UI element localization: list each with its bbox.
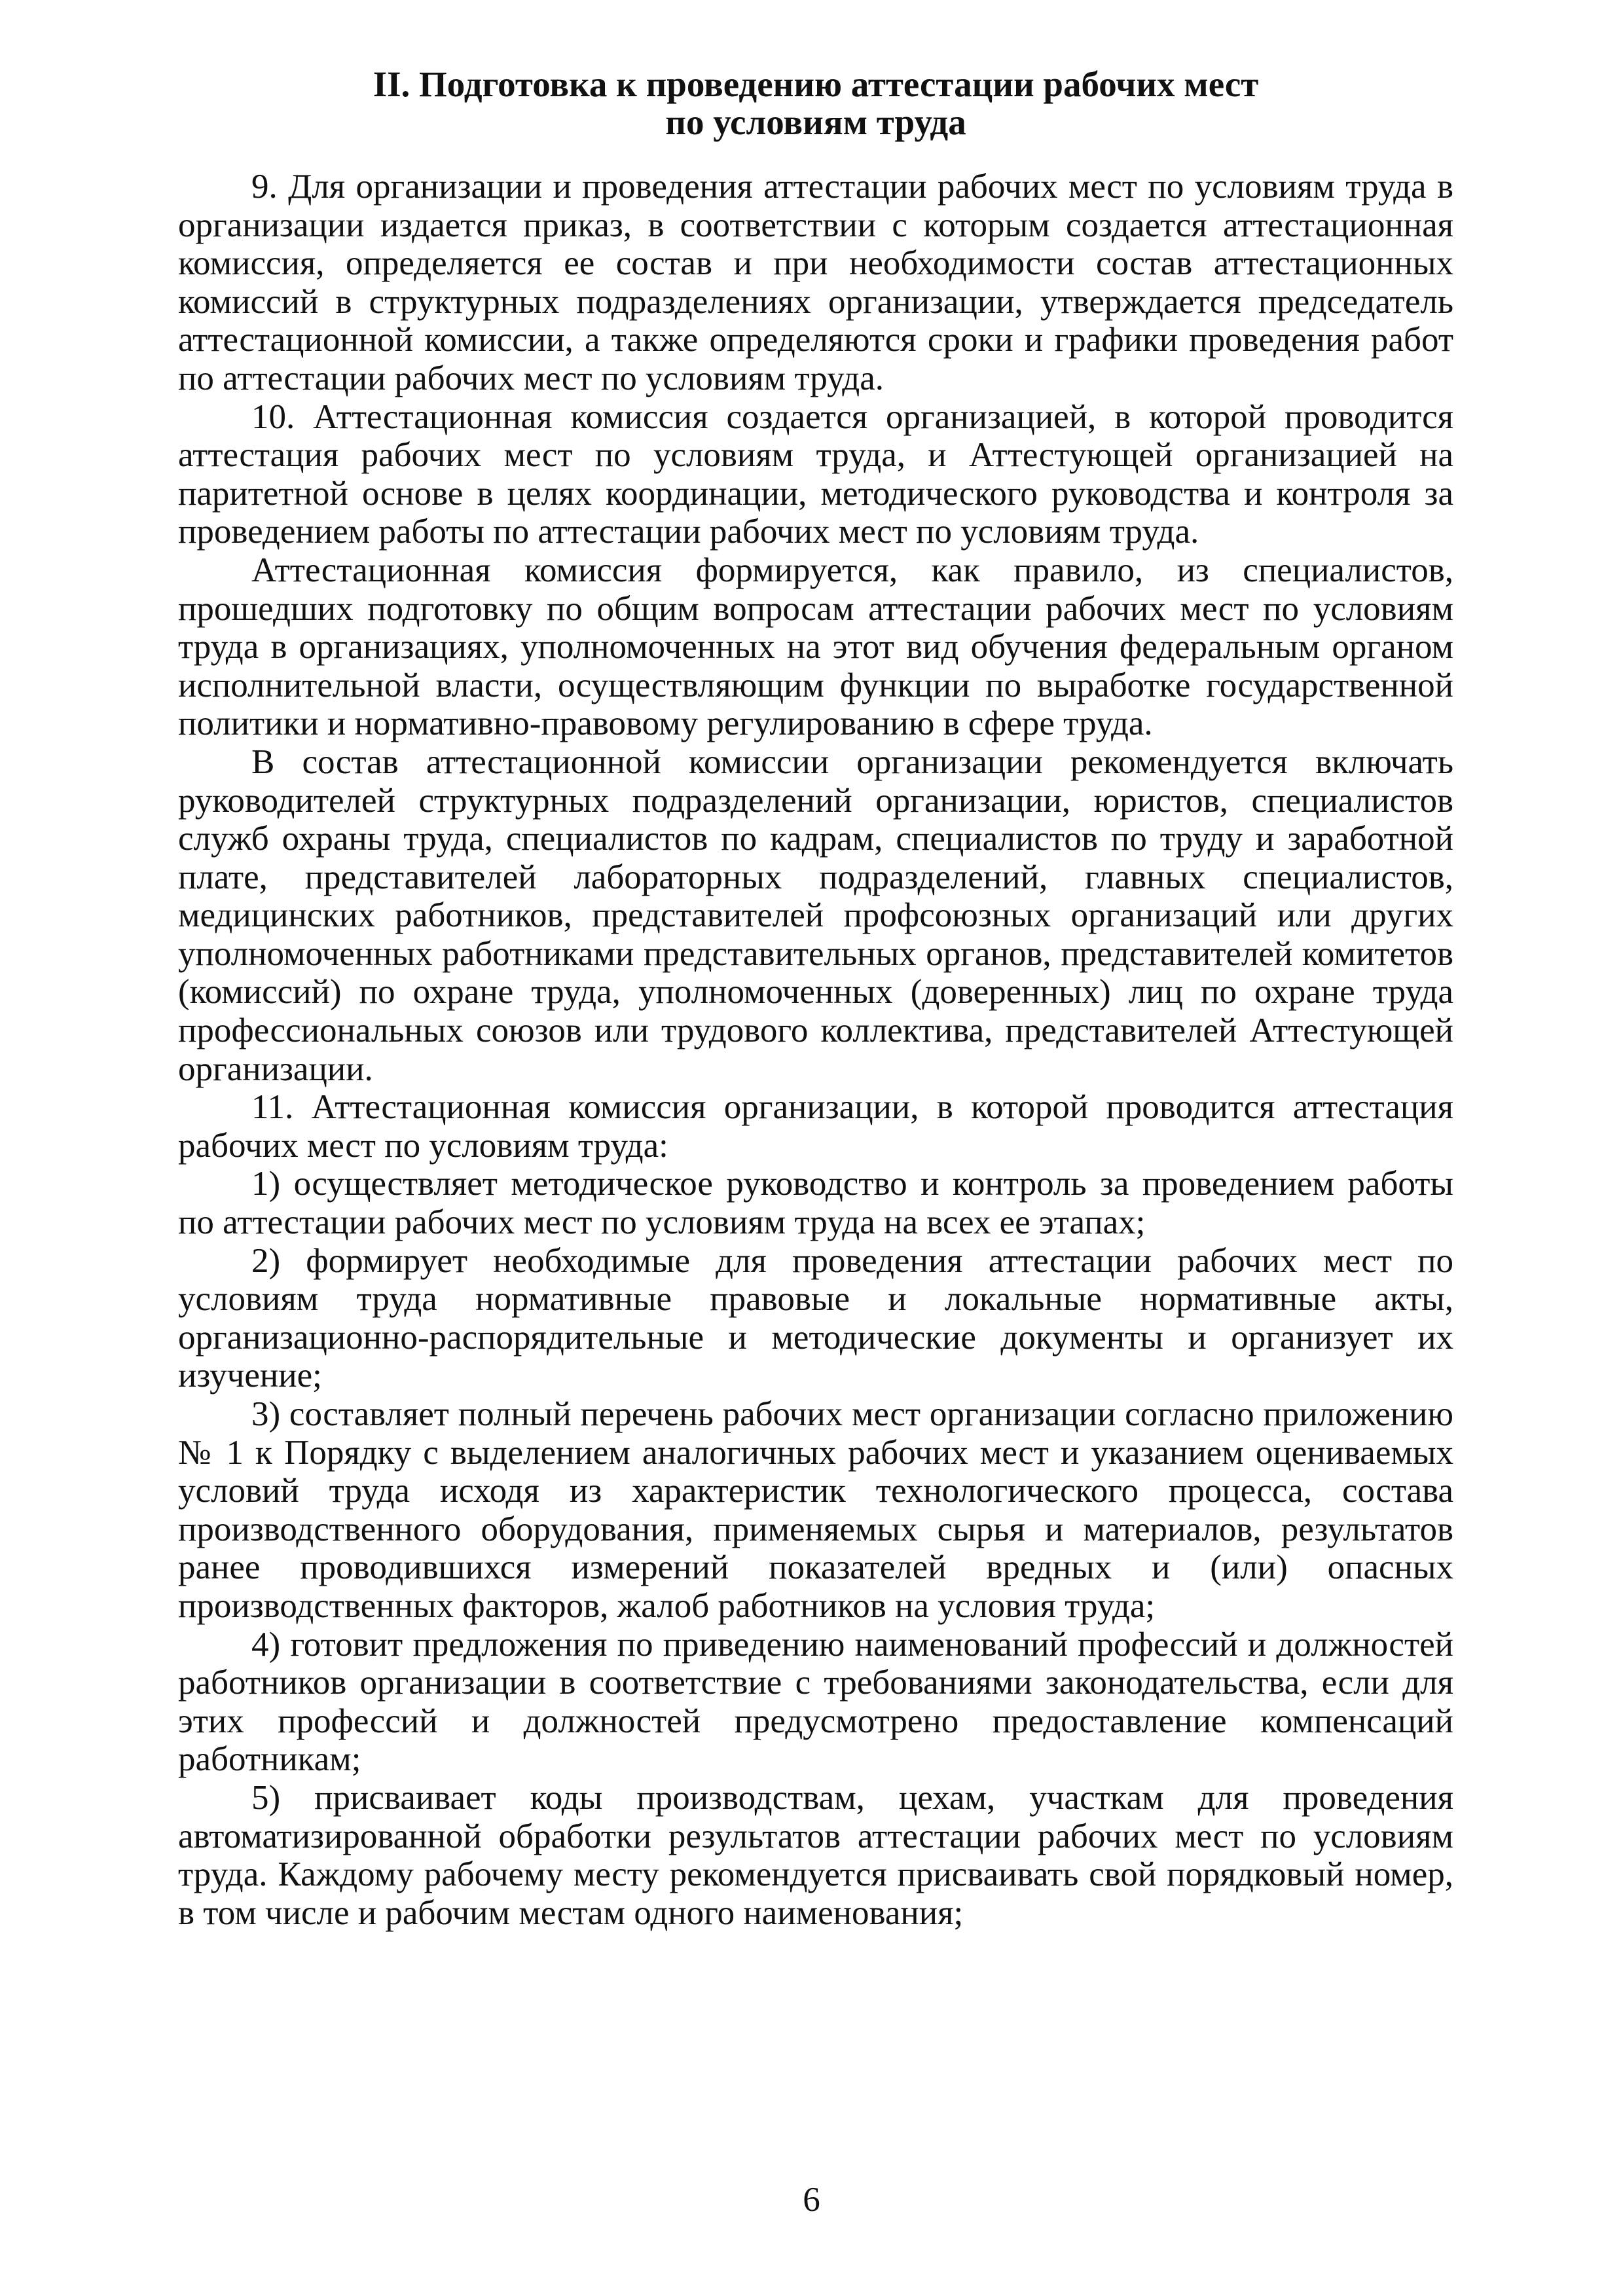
document-page xyxy=(178,65,1453,1932)
list-item-1: 1) осуществляет методическое руководство и контроль за проведением работы по аттестации рабочих мест по условиям труда на всех ее этапах; xyxy=(178,1165,1453,1242)
list-item-2: 2) формирует необходимые для проведения аттестации рабочих мест по условиям труда нормативные правовые и локальные нормативные акты, организационно-распорядительные и методические документы и организует их изучение; xyxy=(178,1241,1453,1395)
paragraph-10-members: В состав аттестационной комиссии организации рекомендуется включать руководителей структурных подразделений организации, юристов, специалистов служб охраны труда, специалистов по кадрам, специалистов по труду и заработной плате, представителей лабораторных подразделений, главных специалистов, медицинских работников, представителей профсоюзных организаций или других уполномоченных работниками представительных органов, представителей комитетов (комиссий) по охране труда, уполномоченных (доверенных) лиц по охране труда профессиональных союзов или трудового коллектива, представителей Аттестующей организации. xyxy=(178,742,1453,1088)
paragraph-11: 11. Аттестационная комиссия организации, в которой проводится аттестация рабочих мест по условиям труда: xyxy=(178,1088,1453,1165)
section-heading xyxy=(178,65,1453,141)
list-item-4: 4) готовит предложения по приведению наименований профессий и должностей работников организации в соответствие с требованиями законодательства, если для этих профессий и должностей предусмотрено предоставление компенсаций работникам; xyxy=(178,1625,1453,1779)
list-item-3: 3) составляет полный перечень рабочих мест организации согласно приложению № 1 к Порядку с выделением аналогичных рабочих мест и указанием оцениваемых условий труда исходя из характеристик технологического процесса, состава производственного оборудования, применяемых сырья и материалов, результатов ранее проводившихся измерений показателей вредных и (или) опасных производственных факторов, жалоб работников на условия труда; xyxy=(178,1395,1453,1625)
section-heading-line-2: по условиям труда xyxy=(665,102,966,142)
section-heading-line-1: II. Подготовка к проведению аттестации рабочих мест xyxy=(373,64,1259,104)
paragraph-9: 9. Для организации и проведения аттестации рабочих мест по условиям труда в организации издается приказ, в соответствии с которым создается аттестационная комиссия, определяется ее состав и при необходимости состав аттестационных комиссий в структурных подразделениях организации, утверждается председатель аттестационной комиссии, а также определяются сроки и графики проведения работ по аттестации рабочих мест по условиям труда. xyxy=(178,168,1453,397)
list-item-5: 5) присваивает коды производствам, цехам, участкам для проведения автоматизированной обработки результатов аттестации рабочих мест по условиям труда. Каждому рабочему месту рекомендуется присваивать свой порядковый номер, в том числе и рабочим местам одного наименования; xyxy=(178,1778,1453,1932)
paragraph-10-composition: Аттестационная комиссия формируется, как правило, из специалистов, прошедших подготовку по общим вопросам аттестации рабочих мест по условиям труда в организациях, уполномоченных на этот вид обучения федеральным органом исполнительной власти, осуществляющим функции по выработке государственной политики и нормативно-правовому регулированию в сфере труда. xyxy=(178,551,1453,743)
paragraph-10: 10. Аттестационная комиссия создается организацией, в которой проводится аттестация рабочих мест по условиям труда, и Аттестующей организацией на паритетной основе в целях координации, методического руководства и контроля за проведением работы по аттестации рабочих мест по условиям труда. xyxy=(178,397,1453,551)
page-number: 6 xyxy=(803,2181,820,2219)
